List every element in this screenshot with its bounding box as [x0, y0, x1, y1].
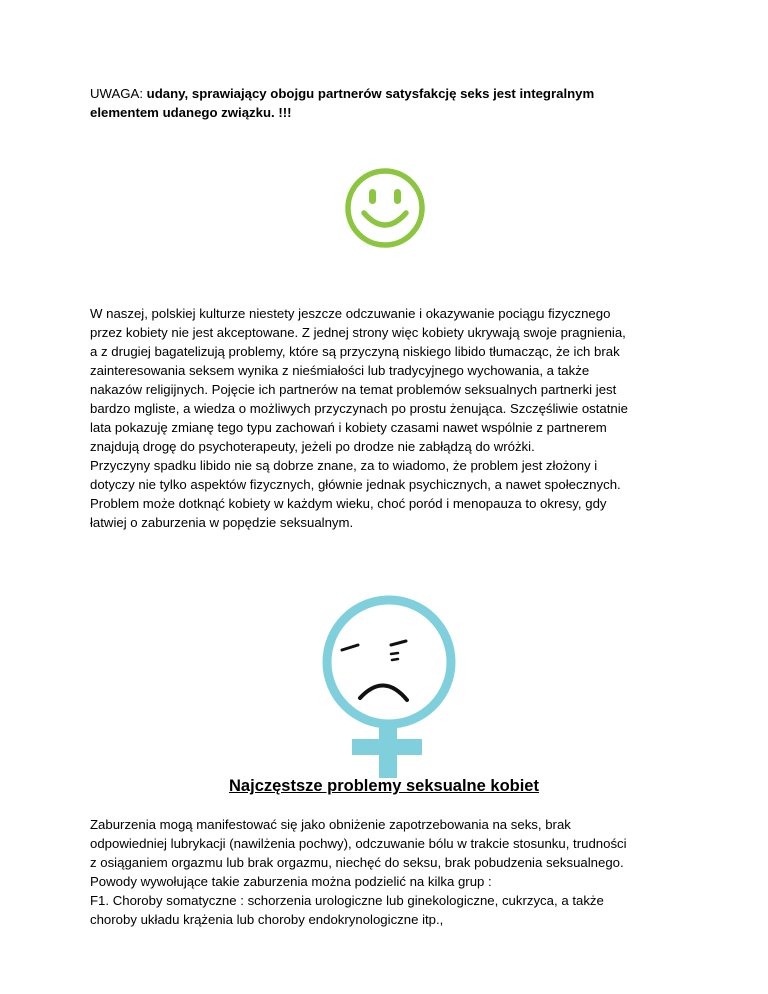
paragraph-line: Powody wywołujące takie zaburzenia można podzielić na kilka grup : [90, 874, 492, 889]
warning-note [90, 84, 690, 122]
paragraph-line: lata pokazuję zmianę tego typu zachowań i kobiety czasami nawet wspólnie z partnerem [90, 420, 607, 435]
paragraph-line: nakazów religijnych. Pojęcie ich partnerów na temat problemów seksualnych partnerki jest [90, 382, 617, 397]
problems-paragraph [90, 815, 690, 929]
warning-label: UWAGA: [90, 86, 147, 101]
paragraph-line: Problem może dotknąć kobiety w każdym wieku, choć poród i menopauza to okresy, gdy [90, 496, 607, 511]
warning-text-line-1: udany, sprawiający obojgu partnerów satysfakcję seks jest integralnym [146, 86, 595, 101]
sad-female-symbol-icon [312, 588, 462, 778]
paragraph-line: z osiąganiem orgazmu lub brak orgazmu, niechęć do seksu, brak pobudzenia seksualnego. [90, 855, 624, 870]
paragraph-line: przez kobiety nie jest akceptowane. Z jednej strony więc kobiety ukrywają swoje pragnienia, [90, 325, 626, 340]
paragraph-line: bardzo mgliste, a wiedza o możliwych przyczynach po prostu żenująca. Szczęśliwie ostatnie [90, 401, 629, 416]
paragraph-line: dotyczy nie tylko aspektów fizycznych, głównie jednak psychicznych, a nawet społecznych. [90, 477, 621, 492]
paragraph-line: znajdują drogę do psychoterapeuty, jeżeli po drodze nie zabłądzą do wróżki. [90, 439, 535, 454]
smiley-face-icon [344, 167, 426, 249]
warning-text-line-2: elementem udanego związku. !!! [90, 105, 292, 120]
section-heading: Najczęstsze problemy seksualne kobiet [229, 777, 539, 795]
paragraph-line: Zaburzenia mogą manifestować się jako obniżenie zapotrzebowania na seks, brak [90, 817, 571, 832]
paragraph-line: odpowiedniej lubrykacji (nawilżenia pochwy), odczuwanie bólu w trakcie stosunku, trudności [90, 836, 627, 851]
paragraph-line: choroby układu krążenia lub choroby endokrynologiczne itp., [90, 912, 444, 927]
paragraph-line: a z drugiej bagatelizują problemy, które są przyczyną niskiego libido tłumacząc, że ich brak [90, 344, 620, 359]
paragraph-line: F1. Choroby somatyczne : schorzenia urologiczne lub ginekologiczne, cukrzyca, a także [90, 893, 604, 908]
paragraph-line: łatwiej o zaburzenia w popędzie seksualnym. [90, 515, 354, 530]
paragraph-line: W naszej, polskiej kulturze niestety jeszcze odczuwanie i okazywanie pociągu fizycznego [90, 306, 611, 321]
paragraph-line: Przyczyny spadku libido nie są dobrze znane, za to wiadomo, że problem jest złożony i [90, 458, 598, 473]
intro-paragraph [90, 304, 690, 532]
paragraph-line: zainteresowania seksem wynika z nieśmiałości lub tradycyjnego wychowania, a także [90, 363, 590, 378]
